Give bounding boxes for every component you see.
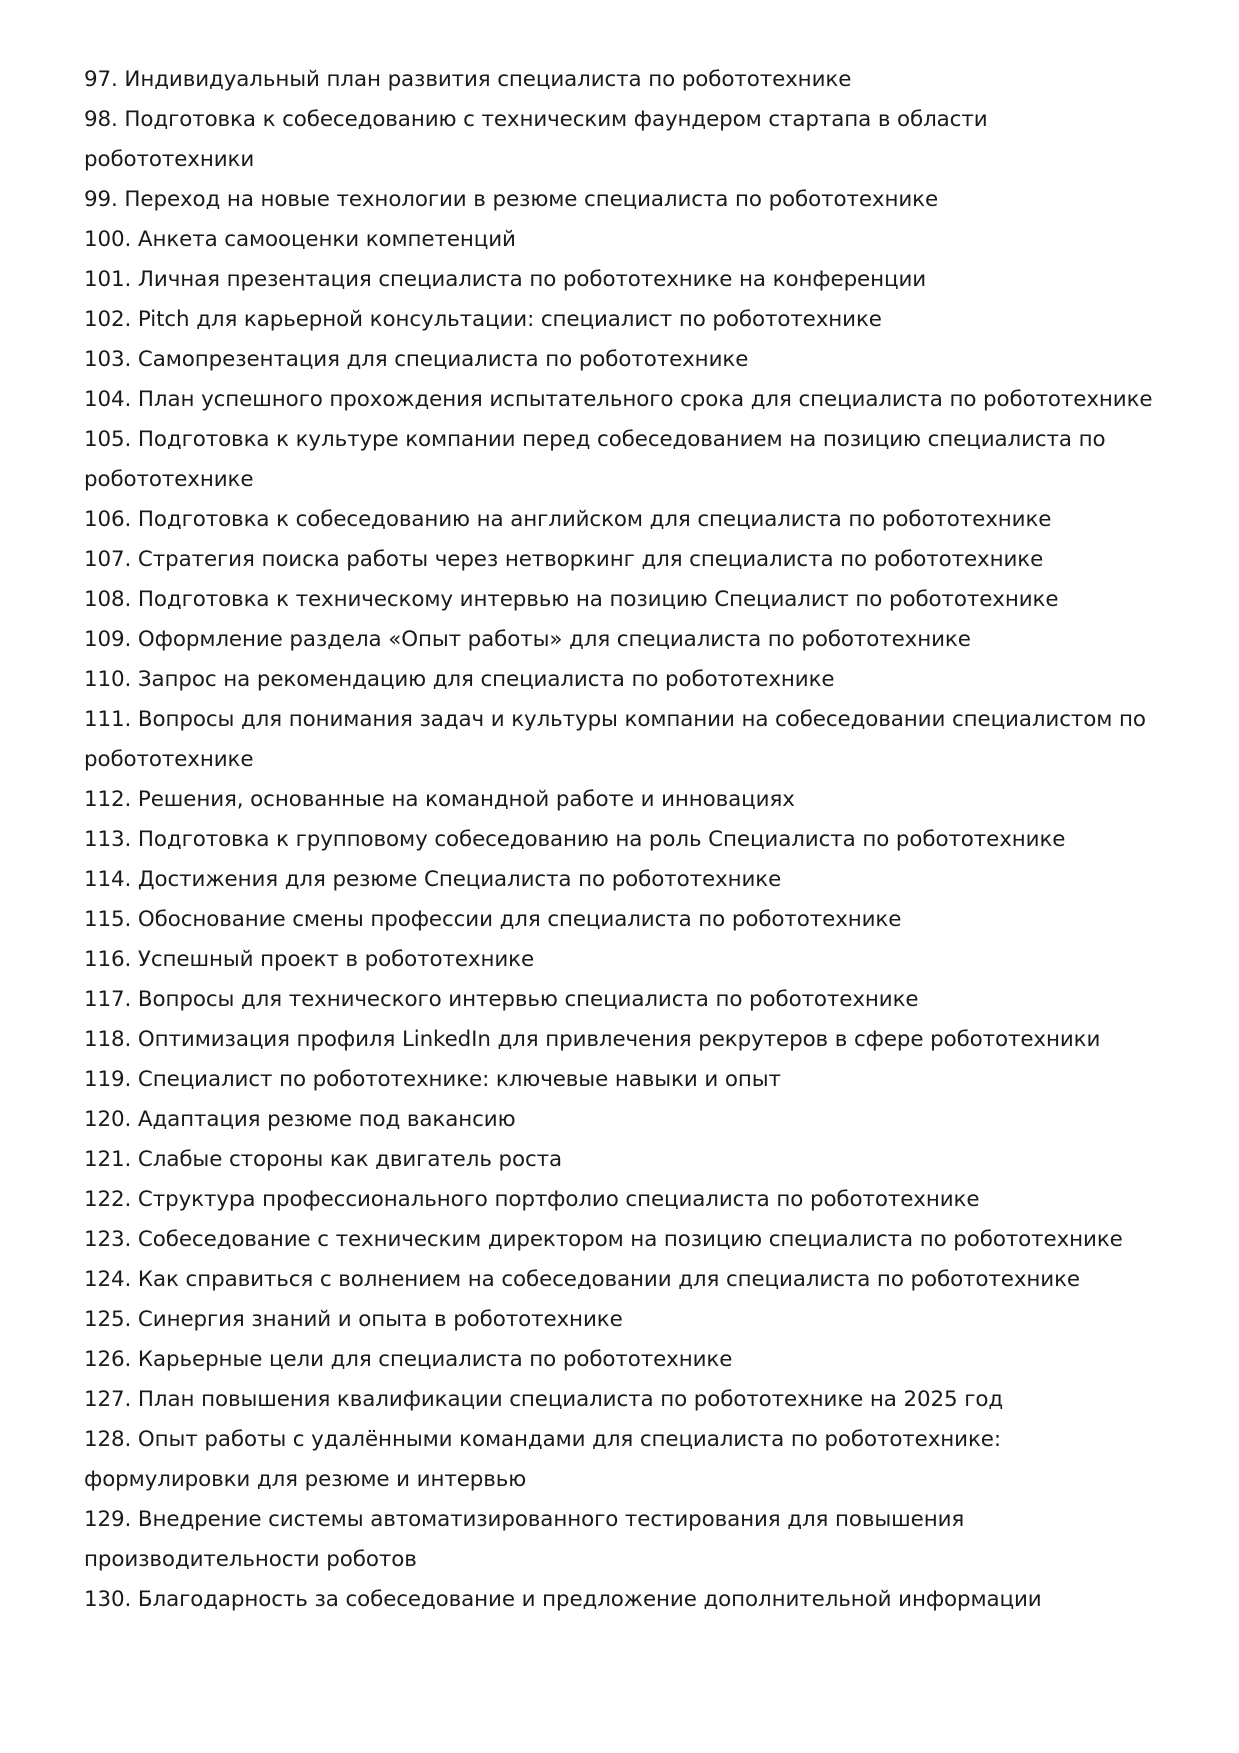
- list-item: 111. Вопросы для понимания задач и культуры компании на собеседовании специалистом по робототехнике: [84, 707, 1146, 772]
- list-item: 114. Достижения для резюме Специалиста по робототехнике: [84, 867, 782, 892]
- list-item: 119. Специалист по робототехнике: ключевые навыки и опыт: [84, 1067, 781, 1092]
- list-item: 98. Подготовка к собеседованию с техническим фаундером стартапа в области робототехники: [84, 107, 988, 172]
- list-item: 102. Pitch для карьерной консультации: специалист по робототехнике: [84, 307, 882, 332]
- topic-list: [84, 60, 1164, 1620]
- list-item: 99. Переход на новые технологии в резюме специалиста по робототехнике: [84, 187, 939, 212]
- list-item: 121. Слабые стороны как двигатель роста: [84, 1147, 563, 1172]
- list-item: 110. Запрос на рекомендацию для специалиста по робототехнике: [84, 667, 835, 692]
- list-item: 109. Оформление раздела «Опыт работы» для специалиста по робототехнике: [84, 627, 971, 652]
- list-item: 130. Благодарность за собеседование и предложение дополнительной информации: [84, 1587, 1042, 1612]
- list-item: 112. Решения, основанные на командной работе и инновациях: [84, 787, 795, 812]
- list-item: 124. Как справиться с волнением на собеседовании для специалиста по робототехнике: [84, 1267, 1080, 1292]
- list-item: 106. Подготовка к собеседованию на английском для специалиста по робототехнике: [84, 507, 1052, 532]
- list-item: 117. Вопросы для технического интервью специалиста по робототехнике: [84, 987, 919, 1012]
- list-item: 107. Стратегия поиска работы через нетворкинг для специалиста по робототехнике: [84, 547, 1044, 572]
- list-item: 125. Синергия знаний и опыта в робототехнике: [84, 1307, 623, 1332]
- list-item: 127. План повышения квалификации специалиста по робототехнике на 2025 год: [84, 1387, 1004, 1412]
- list-item: 126. Карьерные цели для специалиста по робототехнике: [84, 1347, 733, 1372]
- list-item: 101. Личная презентация специалиста по робототехнике на конференции: [84, 267, 927, 292]
- list-item: 122. Структура профессионального портфолио специалиста по робототехнике: [84, 1187, 980, 1212]
- list-item: 104. План успешного прохождения испытательного срока для специалиста по робототехнике: [84, 387, 1153, 412]
- list-item: 105. Подготовка к культуре компании перед собеседованием на позицию специалиста по робототехнике: [84, 427, 1106, 492]
- list-item: 123. Собеседование с техническим директором на позицию специалиста по робототехнике: [84, 1227, 1123, 1252]
- list-item: 108. Подготовка к техническому интервью на позицию Специалист по робототехнике: [84, 587, 1059, 612]
- list-item: 113. Подготовка к групповому собеседованию на роль Специалиста по робототехнике: [84, 827, 1066, 852]
- list-item: 100. Анкета самооценки компетенций: [84, 227, 516, 252]
- list-item: 116. Успешный проект в робототехнике: [84, 947, 535, 972]
- document-page: [84, 60, 1164, 1620]
- list-item: 129. Внедрение системы автоматизированного тестирования для повышения производительности роботов: [84, 1507, 965, 1572]
- list-item: 115. Обоснование смены профессии для специалиста по робототехнике: [84, 907, 902, 932]
- list-item: 128. Опыт работы с удалёнными командами для специалиста по робототехнике: формулировки для резюме и интервью: [84, 1427, 1001, 1492]
- list-item: 97. Индивидуальный план развития специалиста по робототехнике: [84, 67, 852, 92]
- list-item: 103. Самопрезентация для специалиста по робототехнике: [84, 347, 749, 372]
- list-item: 120. Адаптация резюме под вакансию: [84, 1107, 516, 1132]
- list-item: 118. Оптимизация профиля LinkedIn для привлечения рекрутеров в сфере робототехники: [84, 1027, 1101, 1052]
